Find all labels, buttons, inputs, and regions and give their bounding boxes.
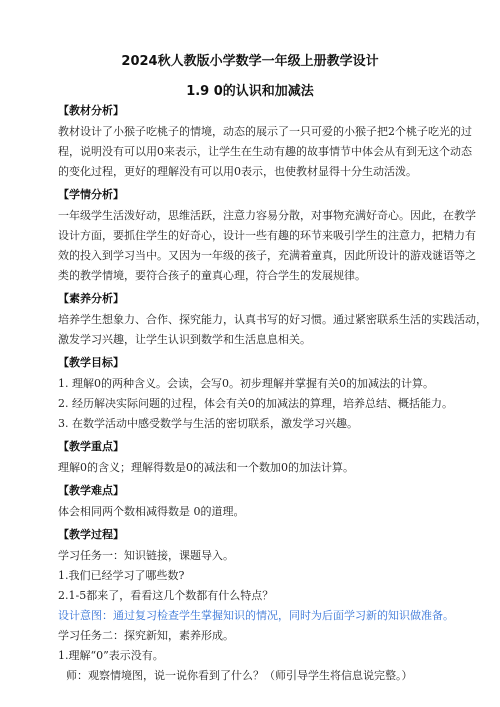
paragraph-line: 类的教学情境，要符合孩子的童真心理，符合学生的发展规律。 (58, 269, 366, 282)
learning-task-1: 学习任务一：知识链接，课题导入。 (58, 549, 234, 562)
paragraph-line: 程，说明没有可以用0来表示，让学生在生动有趣的故事情节中体会从有到无这个动态 (58, 145, 472, 158)
sub-task-1: 1.理解“0”表示没有。 (58, 649, 164, 662)
section-heading-student-analysis: 【学情分析】 (58, 188, 124, 201)
goal-item: 2. 经历解决实际问题的过程，体会有关0的加减法的算理，培养总结、概括能力。 (58, 397, 453, 410)
paragraph-line: 效的投入到学习当中。又因为一年级的孩子，充满着童真，因此所设计的游戏谜语等之 (58, 249, 476, 262)
paragraph-line: 教材设计了小猴子吃桃子的情境，动态的展示了一只可爱的小猴子把2个桃子吃光的过 (58, 125, 472, 138)
paragraph-line: 激发学习兴趣，让学生认识到数学和生活息息相关。 (58, 333, 311, 346)
paragraph-line: 一年级学生活泼好动，思维活跃，注意力容易分散，对事物充满好奇心。因此，在教学 (58, 209, 476, 222)
document-title: 2024秋人教版小学数学一年级上册教学设计 (121, 54, 379, 69)
lesson-title: 1.9 0的认识和加减法 (186, 84, 314, 99)
paragraph-line: 理解0的含义；理解得数是0的减法和一个数加0的加法计算。 (58, 461, 354, 474)
section-heading-difficult-points: 【教学难点】 (58, 484, 124, 497)
paragraph-line: 的变化过程，更好的理解没有可以用0表示，也使教材显得十分生动活泼。 (58, 165, 417, 178)
section-heading-literacy-analysis: 【素养分析】 (58, 292, 124, 305)
section-heading-key-points: 【教学重点】 (58, 440, 124, 453)
teacher-prompt: 师：观察情境图，说一说你看到了什么？（师引导学生将信息说完整。） (66, 669, 413, 682)
section-heading-textbook-analysis: 【教材分析】 (58, 104, 124, 117)
paragraph-line: 体会相同两个数相减得数是 0的道理。 (58, 505, 245, 518)
section-heading-teaching-process: 【教学过程】 (58, 528, 124, 541)
question-1: 1.我们已经学习了哪些数? (58, 569, 185, 582)
learning-task-2: 学习任务二：探究新知，素养形成。 (58, 629, 234, 642)
design-intent: 设计意图：通过复习检查学生掌握知识的情况，同时为后面学习新的知识做准备。 (58, 609, 454, 622)
paragraph-line: 设计方面，要抓住学生的好奇心，设计一些有趣的环节来吸引学生的注意力，把精力有 (58, 229, 476, 242)
goal-item: 3. 在数学活动中感受数学与生活的密切联系，激发学习兴趣。 (58, 417, 358, 430)
goal-item: 1. 理解0的两种含义。会读，会写0。初步理解并掌握有关0的加减法的计算。 (58, 377, 434, 390)
paragraph-line: 培养学生想象力、合作、探究能力，认真书写的好习惯。通过紧密联系生活的实践活动， (58, 313, 487, 326)
question-2: 2.1-5都来了，看看这几个数都有什么特点？ (58, 589, 274, 602)
section-heading-teaching-goals: 【教学目标】 (58, 356, 124, 369)
